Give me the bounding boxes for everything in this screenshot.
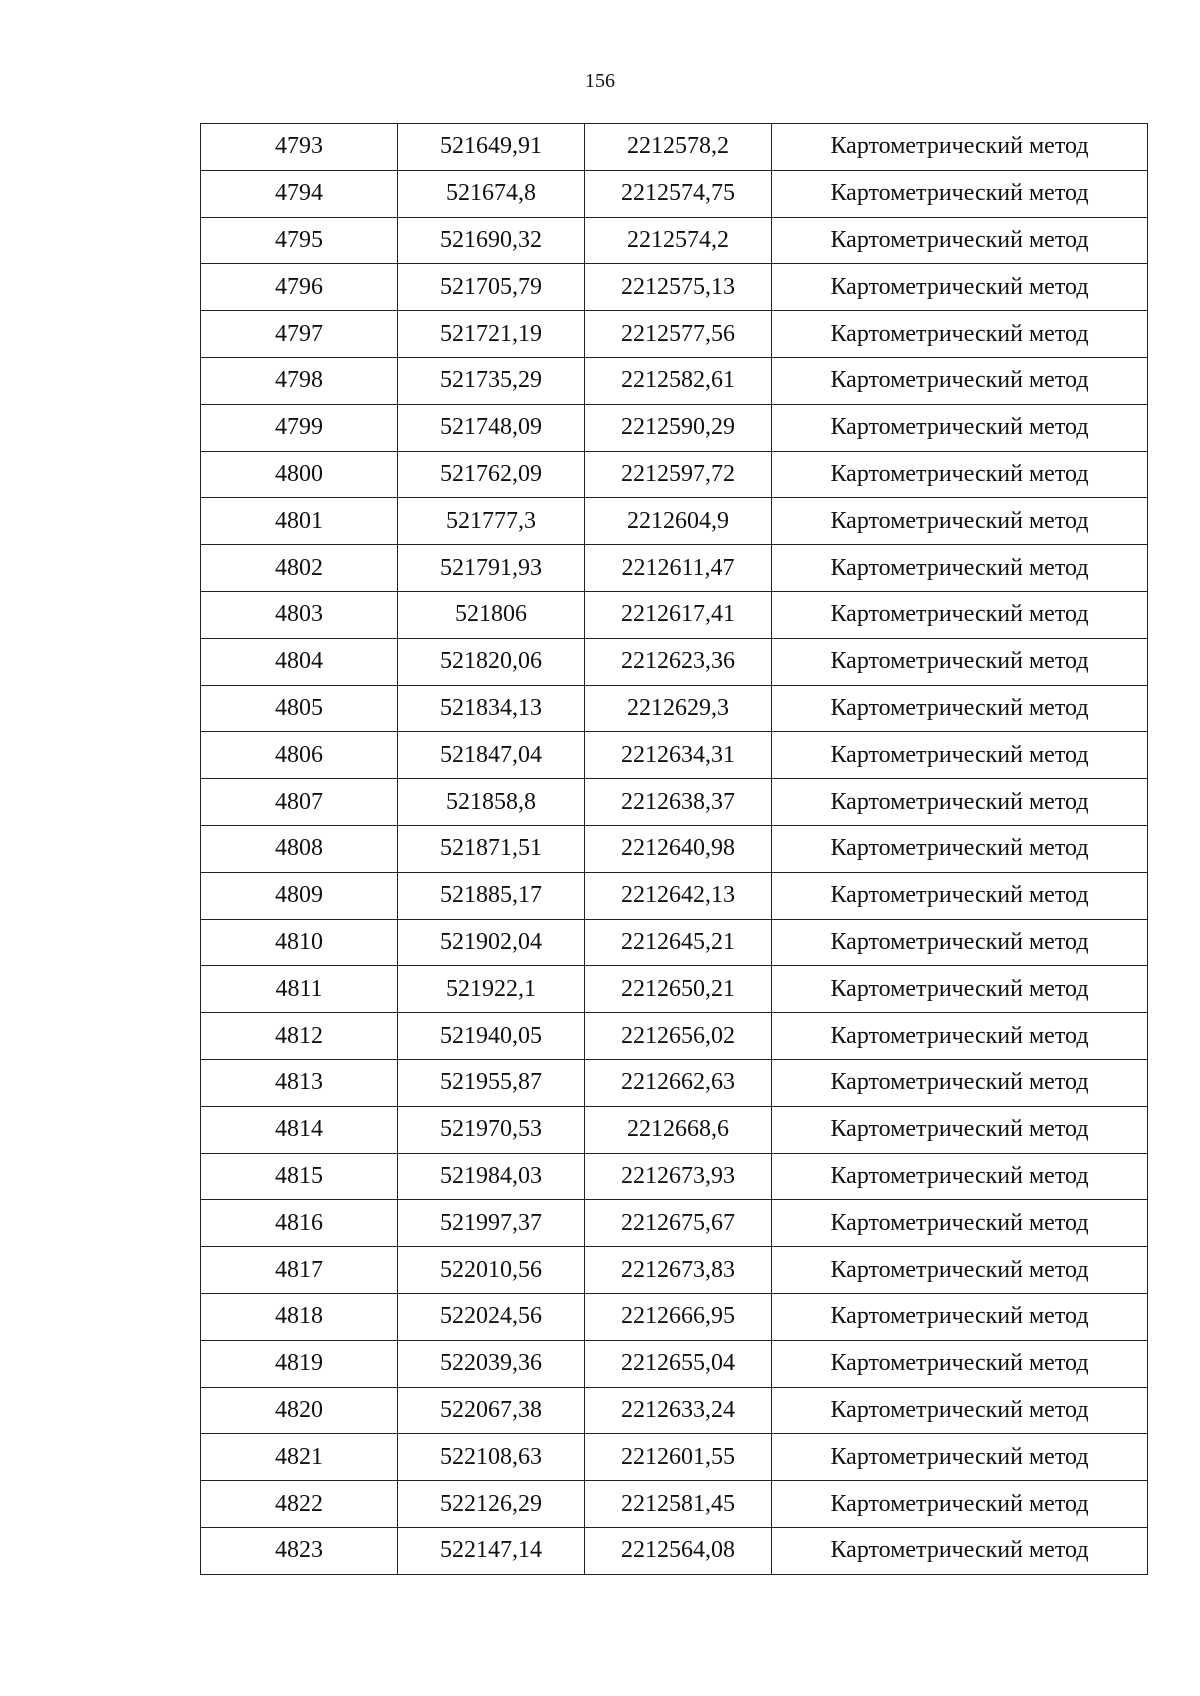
y-coordinate-cell: 2212590,29 [585, 404, 772, 451]
y-coordinate-cell: 2212582,61 [585, 357, 772, 404]
method-cell: Картометрический метод [772, 404, 1148, 451]
table-row [201, 498, 1148, 545]
point-number-cell: 4820 [201, 1387, 398, 1434]
point-number-cell: 4817 [201, 1247, 398, 1294]
point-number-cell: 4816 [201, 1200, 398, 1247]
x-coordinate-cell: 522024,56 [398, 1293, 585, 1340]
point-number-cell: 4810 [201, 919, 398, 966]
table-row [201, 1247, 1148, 1294]
method-cell: Картометрический метод [772, 872, 1148, 919]
table-row [201, 732, 1148, 779]
y-coordinate-cell: 2212634,31 [585, 732, 772, 779]
table-row [201, 1527, 1148, 1574]
y-coordinate-cell: 2212574,75 [585, 170, 772, 217]
point-number-cell: 4793 [201, 124, 398, 171]
x-coordinate-cell: 521806 [398, 591, 585, 638]
y-coordinate-cell: 2212575,13 [585, 264, 772, 311]
table-row [201, 1059, 1148, 1106]
point-number-cell: 4806 [201, 732, 398, 779]
x-coordinate-cell: 521970,53 [398, 1106, 585, 1153]
method-cell: Картометрический метод [772, 732, 1148, 779]
method-cell: Картометрический метод [772, 498, 1148, 545]
x-coordinate-cell: 521820,06 [398, 638, 585, 685]
y-coordinate-cell: 2212574,2 [585, 217, 772, 264]
y-coordinate-cell: 2212623,36 [585, 638, 772, 685]
method-cell: Картометрический метод [772, 1527, 1148, 1574]
x-coordinate-cell: 521834,13 [398, 685, 585, 732]
table-row [201, 1013, 1148, 1060]
point-number-cell: 4798 [201, 357, 398, 404]
x-coordinate-cell: 521922,1 [398, 966, 585, 1013]
method-cell: Картометрический метод [772, 685, 1148, 732]
table-row [201, 1434, 1148, 1481]
point-number-cell: 4803 [201, 591, 398, 638]
x-coordinate-cell: 521762,09 [398, 451, 585, 498]
y-coordinate-cell: 2212655,04 [585, 1340, 772, 1387]
table-row [201, 1106, 1148, 1153]
x-coordinate-cell: 521791,93 [398, 545, 585, 592]
method-cell: Картометрический метод [772, 825, 1148, 872]
x-coordinate-cell: 521777,3 [398, 498, 585, 545]
y-coordinate-cell: 2212642,13 [585, 872, 772, 919]
table-row [201, 1200, 1148, 1247]
method-cell: Картометрический метод [772, 1340, 1148, 1387]
table-row [201, 1481, 1148, 1528]
table-row [201, 311, 1148, 358]
point-number-cell: 4821 [201, 1434, 398, 1481]
point-number-cell: 4813 [201, 1059, 398, 1106]
method-cell: Картометрический метод [772, 545, 1148, 592]
x-coordinate-cell: 521858,8 [398, 779, 585, 826]
point-number-cell: 4804 [201, 638, 398, 685]
y-coordinate-cell: 2212638,37 [585, 779, 772, 826]
y-coordinate-cell: 2212673,93 [585, 1153, 772, 1200]
table-row [201, 451, 1148, 498]
coordinates-table [200, 123, 1148, 1575]
y-coordinate-cell: 2212577,56 [585, 311, 772, 358]
method-cell: Картометрический метод [772, 1059, 1148, 1106]
method-cell: Картометрический метод [772, 779, 1148, 826]
x-coordinate-cell: 522147,14 [398, 1527, 585, 1574]
y-coordinate-cell: 2212666,95 [585, 1293, 772, 1340]
point-number-cell: 4823 [201, 1527, 398, 1574]
table-row [201, 404, 1148, 451]
table-row [201, 966, 1148, 1013]
x-coordinate-cell: 521721,19 [398, 311, 585, 358]
y-coordinate-cell: 2212617,41 [585, 591, 772, 638]
point-number-cell: 4794 [201, 170, 398, 217]
x-coordinate-cell: 521690,32 [398, 217, 585, 264]
method-cell: Картометрический метод [772, 1153, 1148, 1200]
x-coordinate-cell: 521984,03 [398, 1153, 585, 1200]
point-number-cell: 4800 [201, 451, 398, 498]
table-row [201, 217, 1148, 264]
y-coordinate-cell: 2212645,21 [585, 919, 772, 966]
table-row [201, 919, 1148, 966]
y-coordinate-cell: 2212668,6 [585, 1106, 772, 1153]
method-cell: Картометрический метод [772, 966, 1148, 1013]
point-number-cell: 4801 [201, 498, 398, 545]
x-coordinate-cell: 522010,56 [398, 1247, 585, 1294]
x-coordinate-cell: 521674,8 [398, 170, 585, 217]
point-number-cell: 4795 [201, 217, 398, 264]
method-cell: Картометрический метод [772, 1481, 1148, 1528]
x-coordinate-cell: 521705,79 [398, 264, 585, 311]
point-number-cell: 4807 [201, 779, 398, 826]
point-number-cell: 4809 [201, 872, 398, 919]
y-coordinate-cell: 2212564,08 [585, 1527, 772, 1574]
y-coordinate-cell: 2212673,83 [585, 1247, 772, 1294]
x-coordinate-cell: 521735,29 [398, 357, 585, 404]
point-number-cell: 4814 [201, 1106, 398, 1153]
point-number-cell: 4808 [201, 825, 398, 872]
method-cell: Картометрический метод [772, 1387, 1148, 1434]
y-coordinate-cell: 2212578,2 [585, 124, 772, 171]
table-row [201, 264, 1148, 311]
page-number: 156 [585, 70, 615, 92]
table-row [201, 1387, 1148, 1434]
point-number-cell: 4799 [201, 404, 398, 451]
table-row [201, 1340, 1148, 1387]
table-row [201, 638, 1148, 685]
point-number-cell: 4822 [201, 1481, 398, 1528]
method-cell: Картометрический метод [772, 217, 1148, 264]
table-row [201, 825, 1148, 872]
y-coordinate-cell: 2212656,02 [585, 1013, 772, 1060]
y-coordinate-cell: 2212662,63 [585, 1059, 772, 1106]
x-coordinate-cell: 521940,05 [398, 1013, 585, 1060]
y-coordinate-cell: 2212597,72 [585, 451, 772, 498]
x-coordinate-cell: 521955,87 [398, 1059, 585, 1106]
table-row [201, 591, 1148, 638]
y-coordinate-cell: 2212640,98 [585, 825, 772, 872]
method-cell: Картометрический метод [772, 311, 1148, 358]
point-number-cell: 4819 [201, 1340, 398, 1387]
table-row [201, 685, 1148, 732]
y-coordinate-cell: 2212581,45 [585, 1481, 772, 1528]
method-cell: Картометрический метод [772, 919, 1148, 966]
point-number-cell: 4802 [201, 545, 398, 592]
table-body [201, 124, 1148, 1575]
point-number-cell: 4818 [201, 1293, 398, 1340]
method-cell: Картометрический метод [772, 591, 1148, 638]
point-number-cell: 4805 [201, 685, 398, 732]
y-coordinate-cell: 2212604,9 [585, 498, 772, 545]
x-coordinate-cell: 521997,37 [398, 1200, 585, 1247]
point-number-cell: 4811 [201, 966, 398, 1013]
method-cell: Картометрический метод [772, 1293, 1148, 1340]
x-coordinate-cell: 522039,36 [398, 1340, 585, 1387]
point-number-cell: 4796 [201, 264, 398, 311]
method-cell: Картометрический метод [772, 1013, 1148, 1060]
x-coordinate-cell: 521885,17 [398, 872, 585, 919]
method-cell: Картометрический метод [772, 1247, 1148, 1294]
table-row [201, 1153, 1148, 1200]
x-coordinate-cell: 521902,04 [398, 919, 585, 966]
point-number-cell: 4812 [201, 1013, 398, 1060]
y-coordinate-cell: 2212633,24 [585, 1387, 772, 1434]
y-coordinate-cell: 2212675,67 [585, 1200, 772, 1247]
table-row [201, 357, 1148, 404]
y-coordinate-cell: 2212611,47 [585, 545, 772, 592]
method-cell: Картометрический метод [772, 357, 1148, 404]
table-row [201, 170, 1148, 217]
x-coordinate-cell: 522067,38 [398, 1387, 585, 1434]
method-cell: Картометрический метод [772, 124, 1148, 171]
y-coordinate-cell: 2212650,21 [585, 966, 772, 1013]
x-coordinate-cell: 522108,63 [398, 1434, 585, 1481]
x-coordinate-cell: 521649,91 [398, 124, 585, 171]
method-cell: Картометрический метод [772, 451, 1148, 498]
method-cell: Картометрический метод [772, 1434, 1148, 1481]
method-cell: Картометрический метод [772, 170, 1148, 217]
x-coordinate-cell: 521748,09 [398, 404, 585, 451]
table-row [201, 779, 1148, 826]
method-cell: Картометрический метод [772, 1106, 1148, 1153]
method-cell: Картометрический метод [772, 1200, 1148, 1247]
y-coordinate-cell: 2212629,3 [585, 685, 772, 732]
x-coordinate-cell: 522126,29 [398, 1481, 585, 1528]
table-row [201, 872, 1148, 919]
table-row [201, 1293, 1148, 1340]
y-coordinate-cell: 2212601,55 [585, 1434, 772, 1481]
point-number-cell: 4797 [201, 311, 398, 358]
method-cell: Картометрический метод [772, 638, 1148, 685]
point-number-cell: 4815 [201, 1153, 398, 1200]
method-cell: Картометрический метод [772, 264, 1148, 311]
x-coordinate-cell: 521847,04 [398, 732, 585, 779]
x-coordinate-cell: 521871,51 [398, 825, 585, 872]
table-row [201, 124, 1148, 171]
table-row [201, 545, 1148, 592]
